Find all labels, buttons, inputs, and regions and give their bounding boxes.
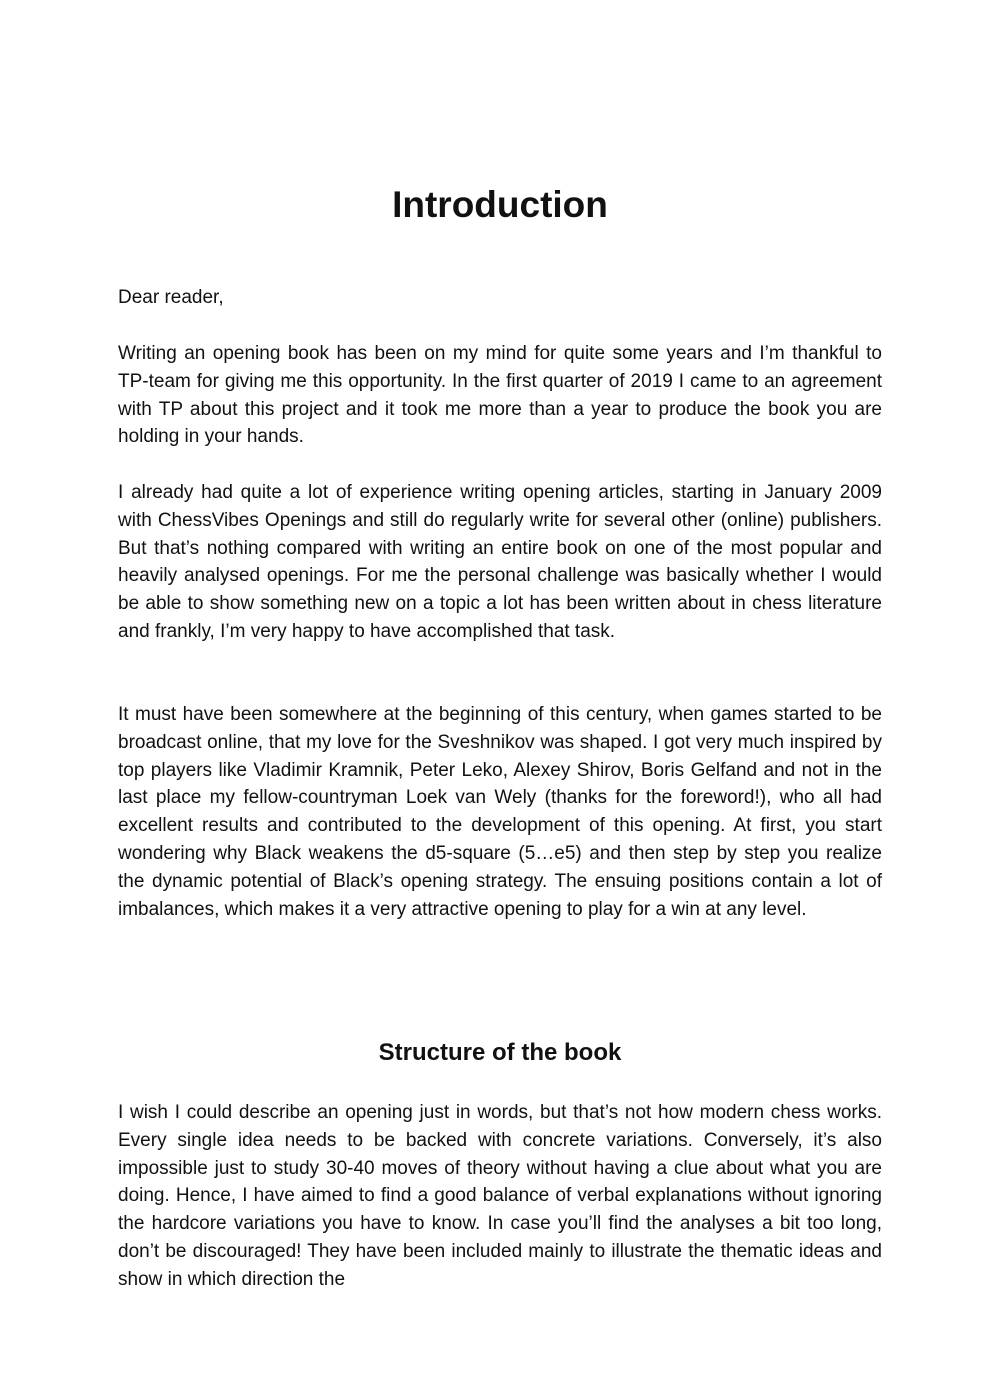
section-heading: Structure of the book: [378, 1039, 622, 1066]
paragraph: It must have been somewhere at the beginning of this century, when games started to be broadcast online, that my love for the Sveshnikov was shaped. I got very much inspired by top players like Vladimir Kramnik, Peter Leko, Alexey Shirov, Boris Gelfand and not in the last place my fellow-countryman Loek van Wely (thanks for the foreword!), who all had excellent results and contributed to the development of this opening. At first, you start wondering why Black weakens the d5-square (5…e5) and then step by step you realize the dynamic potential of Black’s opening strategy. The ensuing positions contain a lot of imbalances, which makes it a very attractive opening to play for a win at any level.: [118, 704, 882, 920]
paragraph: I already had quite a lot of experience writing opening articles, starting in January 2009 with ChessVibes Openings and still do regularly write for several other (online) publishers. But that’s nothing compared with writing an entire book on one of the most popular and heavily analysed openings. For me the personal challenge was basically whether I would be able to show something new on a topic a lot has been written about in chess literature and frankly, I’m very happy to have accomplished that task.: [118, 482, 882, 642]
page-title: Introduction: [392, 184, 608, 225]
salutation: Dear reader,: [118, 287, 224, 308]
section-paragraph: I wish I could describe an opening just in words, but that’s not how modern chess works. Every single idea needs to be backed with concrete variations. Conversely, it’s also impossible just to study 30-40 moves of theory without having a clue about what you are doing. Hence, I have aimed to find a good balance of verbal explanations without ignoring the hardcore variations you have to know. In case you’ll find the analyses a bit too long, don’t be discouraged! They have been included mainly to illustrate the thematic ideas and show in which direction the: [118, 1102, 882, 1290]
paragraph: Writing an opening book has been on my mind for quite some years and I’m thankful to TP-team for giving me this opportunity. In the first quarter of 2019 I came to an agreement with TP about this project and it took me more than a year to produce the book you are holding in your hands.: [118, 343, 882, 448]
